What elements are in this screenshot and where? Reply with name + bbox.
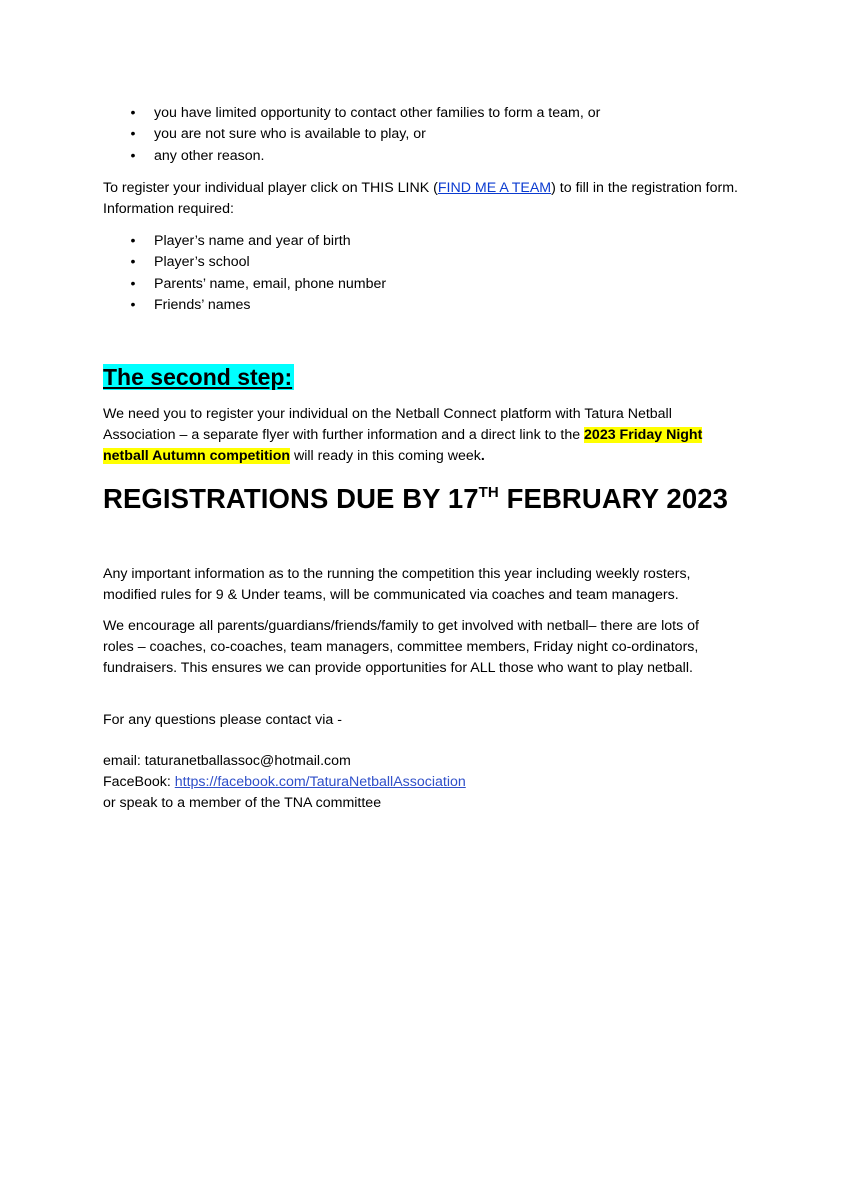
second-step-paragraph: We need you to register your individual on the Netball Connect platform with Tatura Netball Association – a separate flyer with further information and a direct link to the 2023 Friday Night netball Autumn competition will ready in this coming week. (103, 406, 703, 464)
bullet-icon: • (130, 126, 136, 143)
competition-highlight: 2023 Friday Night netball Autumn competition (103, 426, 703, 464)
bullet-icon: • (130, 275, 136, 292)
list-item: • Player’s school (0, 252, 849, 273)
register-paragraph: To register your individual player click on THIS LINK (FIND ME A TEAM) to fill in the registration form. Information required: (103, 180, 738, 217)
find-me-a-team-link[interactable]: FIND ME A TEAM (437, 180, 552, 196)
bullet-icon: • (130, 233, 136, 249)
facebook-link[interactable]: https://facebook.com/TaturaNetballAssociation (174, 773, 466, 790)
encourage-paragraph: We encourage all parents/guardians/friends/family to get involved with netball– there are lots of roles – coaches, co-coaches, team managers, committee members, Friday night co-ordinators, fundraisers. This ensures we can provide opportunities for ALL those who want to play netball. (103, 618, 699, 676)
bullet-icon: • (130, 254, 136, 271)
second-step-heading: The second step: (103, 364, 293, 390)
list-item: • you are not sure who is available to play, or (0, 124, 849, 145)
list-item: • any other reason. (0, 146, 849, 167)
contact-details: email: taturanetballassoc@hotmail.com FaceBook: https://facebook.com/TaturaNetballAssociation or speak to a member of the TNA committee (103, 753, 466, 811)
bullet-icon: • (130, 296, 136, 313)
list-item: • you have limited opportunity to contact other families to form a team, or (0, 103, 849, 124)
list-item: • Player’s name and year of birth (0, 231, 849, 252)
important-info-paragraph: Any important information as to the running the competition this year including weekly rosters, modified rules for 9 & Under teams, will be communicated via coaches and team managers. (103, 566, 691, 603)
contact-intro: For any questions please contact via - (103, 712, 342, 728)
required-info-list (0, 231, 849, 316)
bullet-icon: • (130, 105, 136, 121)
email-line: email: taturanetballassoc@hotmail.com (103, 753, 351, 769)
list-item: • Parents’ name, email, phone number (0, 274, 849, 295)
bullet-icon: • (130, 147, 136, 164)
registration-deadline-heading: REGISTRATIONS DUE BY 17TH FEBRUARY 2023 (103, 483, 728, 514)
reasons-list (0, 103, 849, 167)
list-item: • Friends’ names (0, 295, 849, 316)
